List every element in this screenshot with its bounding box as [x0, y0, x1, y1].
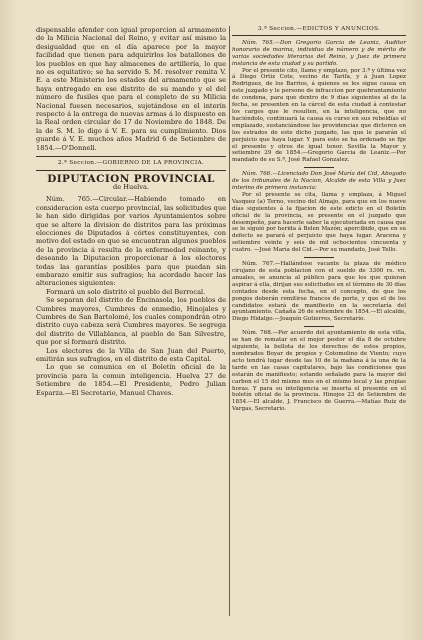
- notice-765: [232, 40, 406, 164]
- body-paragraph: Núm. 765.—Circular.—Habiendo tomado en consideracion esta cuerpo provincial, las solicitudes que le han sido dirigidas por varios Ayuntamientos sobre que se altere la division de distritos para las próximas elecciones de Diputados á córtes constituyentes, con motivo del estado en que se encuentran algunos pueblos de la provincia á resulta de la enfermedad reinante, y deseando la Diputacion proporcionar á los electores todas las garantías posibles para que puedan sin embarazo emitir sus sufragios; ha acordado hacer las alteraciones siguientes:: [36, 195, 226, 288]
- body-paragraph: Los electores de la Villa de San Juan del Puerto, emitirán sus sufragios, en el distrito de esta Capital.: [36, 346, 226, 364]
- continued-paragraph: dispensable afender con igual proporcion al armamento de la Milicia Nacional del Reino, y evitar así mismo la desigualdad que en el día aparece por la mayor facilidad que tienen para adquirirlos los batallones de los pueblos en que hay almacenes de artillería, lo que no es equitativo; se ha servido S. M. resolver remita V. E. a este Ministerio los estados del armamento que se haya entregado en ese distrito de su mando y el del número de fusiles que para el completo de su Milicia Nacional fuesen necesarios, sujetándose en el interín respecto á la entrega de nuevas armas á lo dispuesto en la Real orden circular de 17 de Noviembre de 1848. De la de S. M. lo digo á V. E. para su cumplimiento. Dios guarde á V. E. muchos años Madrid 6 de Setiembre de 1854.—O'Donnell.: [36, 26, 226, 152]
- notice-766: [232, 171, 406, 254]
- notice-separator: [304, 257, 334, 258]
- document-title: DIPUTACION PROVINCIAL: [47, 172, 215, 185]
- document-subtitle: de Huelva.: [113, 182, 149, 191]
- right-column: [232, 26, 406, 413]
- notice-body: Núm. 767.—Hallándose vacante la plaza de médico cirujano de esta poblacion con el sueldo de 3300 rs. vn. anuales, se anuncia al público para que los que quieran aspirar á ella, dirijan sus solicitudes en el término de 30 días contados desde esta fecha, en el concepto, de que los pongos deberán remitirse francos de porte, y que el de los candidatos estará de manifiesto en la secretaría del ayuntamiento. Cañaña 26 de setiembre de 1854.—El alcalde, Diego Hidalgo.—Joaquín Gutierres, Secretario.: [232, 261, 406, 323]
- notice-body: Por el presente cito, llamo y emplazo, por 3.ª y última vez á Diego Ortiz Cote, vecino de Tarifa, y á Juan Lopez Rodriguez, de los Barrios, á quienes se les sigue causa en este juzgado y le persono de infraccion por quebrantamiento de condena, para que dentro de 9 días siguientes al de la fecha, se presenten en la cárcel de esta ciudad á contestar los cargos que le resulten, en la inteligencia, que no haciéndolo, continuará la causa su curso en sus rebeldías el emplazado, sustanciándose las providencias que dicteren en los estrados de este dicho juzgado, las que le pararán el perjuicio que haya lugar. Y para esto se ha ordenado se fije el presente y otros de igual tenor. Sevilla la Mayor y setiembre 29 de 1854.—Gregorio Garcia de Leaniz.—Por mandado de su S.ª, José Rafael Gonzalez.: [232, 67, 406, 164]
- column-divider: [229, 26, 230, 616]
- left-column: [36, 26, 226, 397]
- divider: [36, 156, 226, 157]
- body-paragraph: Se separan del distrito de Encinasola, los pueblos de Cumbres mayores, Cumbres de enmedio, Hinojales y Cumbres de San Bartolomé, los cuales compondrán otro distrito cuya cabeza será Cumbres mayores. Se segrega del distrito de Villablanca, al pueblo de San Silvestre, que por sí formará distrito.: [36, 296, 226, 347]
- notice-767: [232, 261, 406, 323]
- section-header-edictos: 3.ª Seccion.—EDICTOS Y ANUNCIOS.: [232, 26, 406, 36]
- section-header-gobierno: 2.ª Seccion.—GOBIERNO DE LA PROVINCIA.: [36, 159, 226, 170]
- notice-separator: [304, 326, 334, 327]
- notice-heading: Núm. 765.—Don Gregorio Garcia de Leaniz, Auditor honorario de marina, individuo de número y de mérito de varias sociedades literarias del Reino, y Juez de primera instancia de esta ciudad y su partido.: [232, 39, 406, 67]
- notice-body: Núm. 768.—Por acuerdo del ayuntamiento de esta villa, se han de rematar en el mejor postor el día 8 de octubre siguiente, la bellota de los derechos de estos propios, nombrados Boyar de propios y Cotomolino de Viento; cuyo acto tendrá lugar desde las 10 de la mañana á la una de la tarde en las casas capitulares, bajo las condiciones que estarán de manifiesto; estando señalado para la mayor del carbon el 15 del mismo mes en el mismo local y las propias horas. Y para su inteligencia se inserta el presente en el boletín oficial de la provincia. Hinojos 23 de Setiembre de 1854.—El alcalde, J. Francisco de Guerra.—Matías Ruiz de Vargas, Secretario.: [232, 330, 406, 413]
- notice-body: Por el presente se cita, llama y emplaza, á Miguel Vasquez (a) Torno, vecino del Almajo, para que en los nueve días siguientes á la fijacion de este edicto en el Boletín oficial de la provincia, se presente en el juzgado que desempeño, para hacerle saber la ejecutoriada en causa que se le siguió por herida á Belen Mazón; apercibido, que en su defecto se parará el perjuicio que haya lugar. Aracena y setiembre veinte y seis de mil ochocientos cincuenta y cuatro. —José María del Cid.—Por su mandado, José Tello.: [232, 191, 406, 254]
- body-paragraph: Lo que se comunica en el Boletín oficial de la provincia para la comun inteligencia. Huelva 27 de Setiembre de 1854.—El Presidente, Pedro Julian Esparza.—El Secretario, Manuel Chaves.: [36, 363, 226, 397]
- notice-heading: Núm. 766.—Licenciado Don José María del Cid, Abogado de los tribunales de la Nacion, Alcalde de esta Villa y Juez interino de primera instancia:: [232, 171, 406, 192]
- notice-768: [232, 330, 406, 413]
- body-paragraph: Formará un solo distrito el pueblo del Berrocal.: [46, 287, 206, 296]
- notice-separator: [304, 167, 334, 168]
